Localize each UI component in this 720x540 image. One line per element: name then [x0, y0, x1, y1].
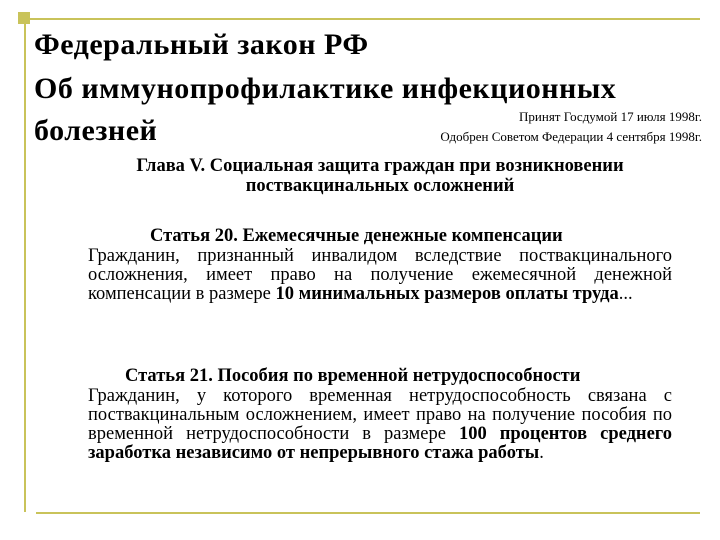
article-21-title: Статья 21. Пособия по временной нетрудоспособности: [125, 366, 581, 386]
approval-note: Одобрен Советом Федерации 4 сентября 1998г.: [440, 129, 702, 144]
frame-bottom-line: [36, 512, 700, 514]
page-title-line-3: болезней: [34, 114, 158, 147]
article-20-text: Гражданин, признанный инвалидом вследствие поствакцинального осложнения, имеет право на получение ежемесячной денежной компенсации в размере: [88, 246, 672, 304]
page-title-line-1: Федеральный закон РФ: [34, 28, 369, 61]
article-20-body: [88, 247, 672, 304]
article-20-title: Статья 20. Ежемесячные денежные компенсации: [150, 226, 563, 246]
article-20-text-end: ...: [618, 284, 633, 304]
article-21-body: [88, 387, 672, 463]
page-title-line-2: Об иммунопрофилактике инфекционных: [34, 72, 617, 105]
chapter-heading: Глава V. Социальная защита граждан при возникновении поствакцинальных осложнений: [136, 156, 624, 196]
article-21-text-bold: 100 процентов среднего заработка независимо от непрерывного стажа работы: [88, 424, 672, 463]
article-21-text-end: .: [539, 443, 544, 463]
frame-left-line: [24, 18, 26, 512]
adoption-note: Принят Госдумой 17 июля 1998г.: [519, 109, 702, 124]
frame-top-line: [24, 18, 700, 20]
article-21-text: Гражданин, у которого временная нетрудоспособность связана с поствакцинальным осложнением, имеет право на получение пособия по временной нетрудоспособности в размере: [88, 386, 672, 444]
article-20-text-bold: 10 минимальных размеров оплаты труда: [275, 284, 619, 304]
